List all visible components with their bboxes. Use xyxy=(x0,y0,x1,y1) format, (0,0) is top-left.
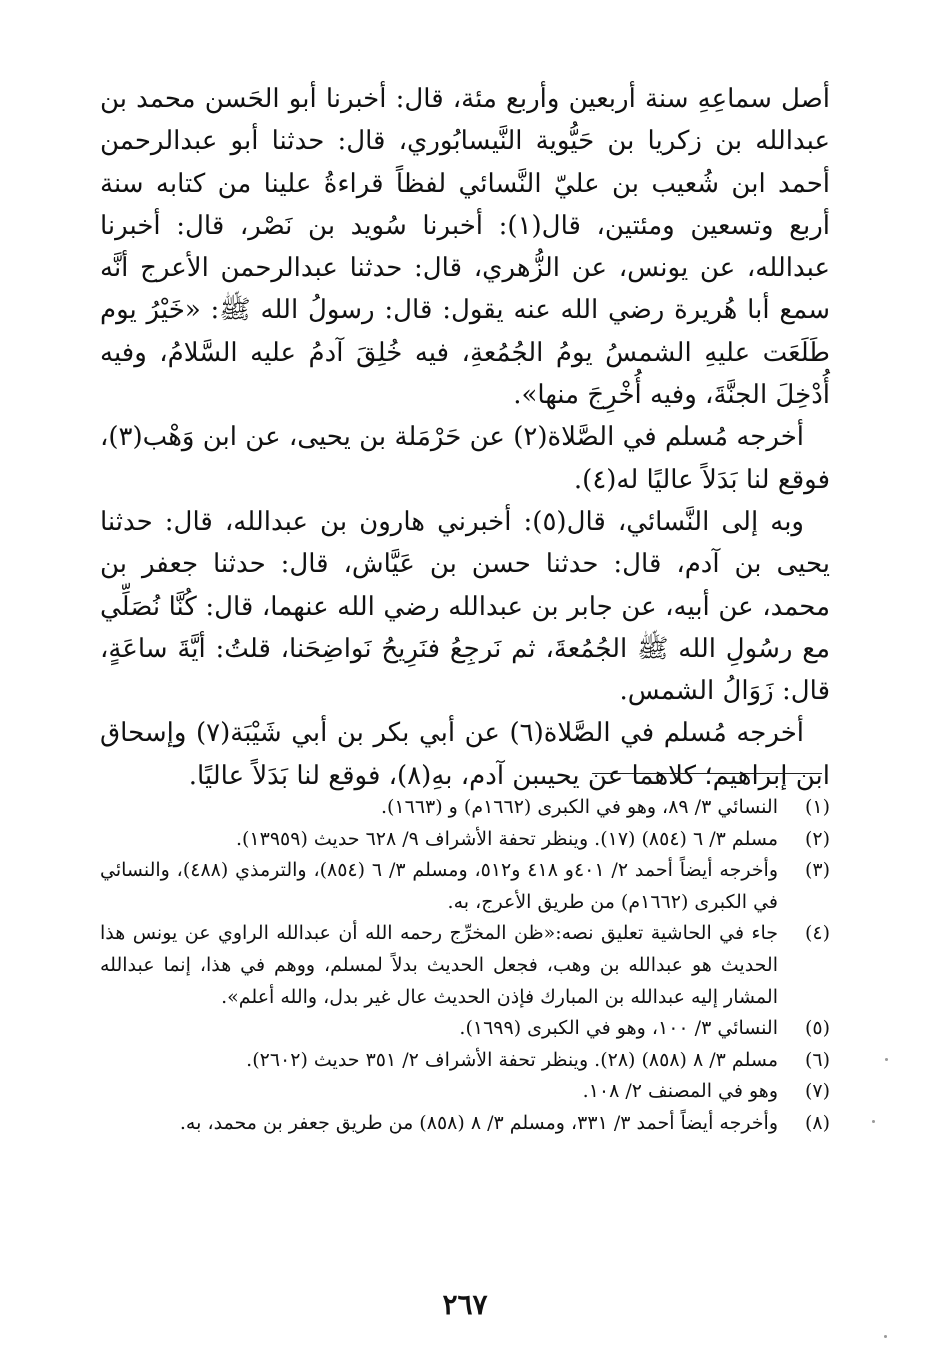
footnote-7 xyxy=(100,1076,830,1108)
footnote-text: وأخرجه أيضاً أحمد ٣/ ٣٣١، ومسلم ٣/ ٨ (٨٥٨) من طريق جعفر بن محمد، به. xyxy=(179,1111,778,1134)
scan-speck xyxy=(885,1058,888,1061)
footnote-1 xyxy=(100,792,830,824)
paragraph-takhrij-2: أخرجه مُسلم في الصَّلاة(٦) عن أبي بكر بن أبي شَيْبَة(٧) وإسحاق ابن إبراهيم؛ كلاهما عن يحيىبن آدم، بهِ(٨)، فوقع لنا بَدَلاً عاليًا. xyxy=(100,718,830,791)
paragraph-hadith-2: وبه إلى النَّسائي، قال(٥): أخبرني هارون بن عبدالله، قال: حدثنا يحيى بن آدم، قال: حدثنا حسن بن عَيَّاش، قال: حدثنا جعفر بن محمد، عن أبيه، عن جابر بن عبدالله رضي الله عنهما، قال: كُنَّا نُصَلِّي مع رسُولِ الله ﷺ الجُمُعةَ، ثم نَرجِعُ فنَرِيحُ نَواضِحَنا، قلتُ: أيَّةَ ساعَةٍ، قال: زَوَالُ الشمس. xyxy=(100,506,830,707)
footnote-text: وأخرجه أيضاً أحمد ٢/ ٤٠١و ٤١٨ و٥١٢، ومسلم ٣/ ٦ (٨٥٤)، والترمذي (٤٨٨)، والنسائي في الكبرى (١٦٦٢م) من طريق الأعرج، به. xyxy=(100,859,779,913)
footnote-text: مسلم ٣/ ٨ (٨٥٨) (٢٨). وينظر تحفة الأشراف ٢/ ٣٥١ حديث (٢٦٠٢). xyxy=(246,1048,778,1071)
scan-speck xyxy=(884,1335,887,1338)
footnote-8 xyxy=(100,1108,830,1140)
paragraph-hadith-1: أصل سماعِهِ سنة أربعين وأربع مئة، قال: أخبرنا أبو الحَسن محمد بن عبدالله بن زكريا بن حَيُّوية النَّيسابُوري، قال: حدثنا أبو عبدالرحمن أحمد ابن شُعيب بن عليّ النَّسائي لفظاً قراءةُ علينا من كتابه سنة أربع وتسعين ومئتين، قال(١): أخبرنا سُويد بن نَصْر، قال: أخبرنا عبدالله، عن يونس، عن الزُّهري، قال: حدثنا عبدالرحمن الأعرج أنَّه سمع أبا هُريرة رضي الله عنه يقول: قال: رسولُ الله ﷺ: «خَيْرُ يوم طَلَعَت عليهِ الشمسُ يومُ الجُمُعةِ، فيه خُلِقَ آدمُ عليه السَّلامُ، وفيه أُدْخِلَ الجنَّةَ، وفيه أُخْرِجَ منها». xyxy=(100,84,830,411)
paragraph-takhrij-1: أخرجه مُسلم في الصَّلاة(٢) عن حَرْمَلة بن يحيى، عن ابن وَهْب(٣)، فوقع لنا بَدَلاً عاليًا له(٤). xyxy=(100,422,830,495)
footnote-3 xyxy=(100,855,830,918)
footnote-number: (٣) xyxy=(804,859,830,882)
footnote-5 xyxy=(100,1013,830,1045)
footnote-number: (٧) xyxy=(804,1080,830,1103)
footnote-text: النسائي ٣/ ٨٩، وهو في الكبرى (١٦٦٢م) و (١٦٦٣). xyxy=(380,796,778,818)
footnote-separator xyxy=(592,773,822,774)
footnote-number: (٤) xyxy=(804,922,830,945)
footnote-text: وهو في المصنف ٢/ ١٠٨. xyxy=(582,1080,778,1103)
footnote-text: النسائي ٣/ ١٠٠، وهو في الكبرى (١٦٩٩). xyxy=(459,1017,778,1040)
scan-speck xyxy=(872,1120,875,1123)
footnote-6 xyxy=(100,1045,830,1077)
footnote-number: (٦) xyxy=(804,1048,830,1071)
footnote-text: جاء في الحاشية تعليق نصه:«ظن المخرِّج رحمه الله أن عبدالله الراوي عن يونس هذا الحديث هو عبدالله بن وهب، فجعل الحديث بدلاً لمسلم، ووهم في هذا، إنما عبدالله المشار إليه عبدالله بن المبارك فإذن الحديث عال غير بدل، والله أعلم». xyxy=(100,922,778,1008)
footnote-number: (٢) xyxy=(804,827,830,850)
footnotes xyxy=(100,792,830,1140)
footnote-text: مسلم ٣/ ٦ (٨٥٤) (١٧). وينظر تحفة الأشراف ٩/ ٦٢٨ حديث (١٣٩٥٩). xyxy=(235,827,778,850)
footnote-number: (٨) xyxy=(804,1111,830,1134)
footnote-2 xyxy=(100,824,830,856)
footnote-number: (١) xyxy=(804,796,830,818)
footnote-4 xyxy=(100,918,830,1013)
main-text xyxy=(100,78,830,797)
page-number: ٢٦٧ xyxy=(442,1288,488,1321)
footnote-number: (٥) xyxy=(804,1017,830,1040)
